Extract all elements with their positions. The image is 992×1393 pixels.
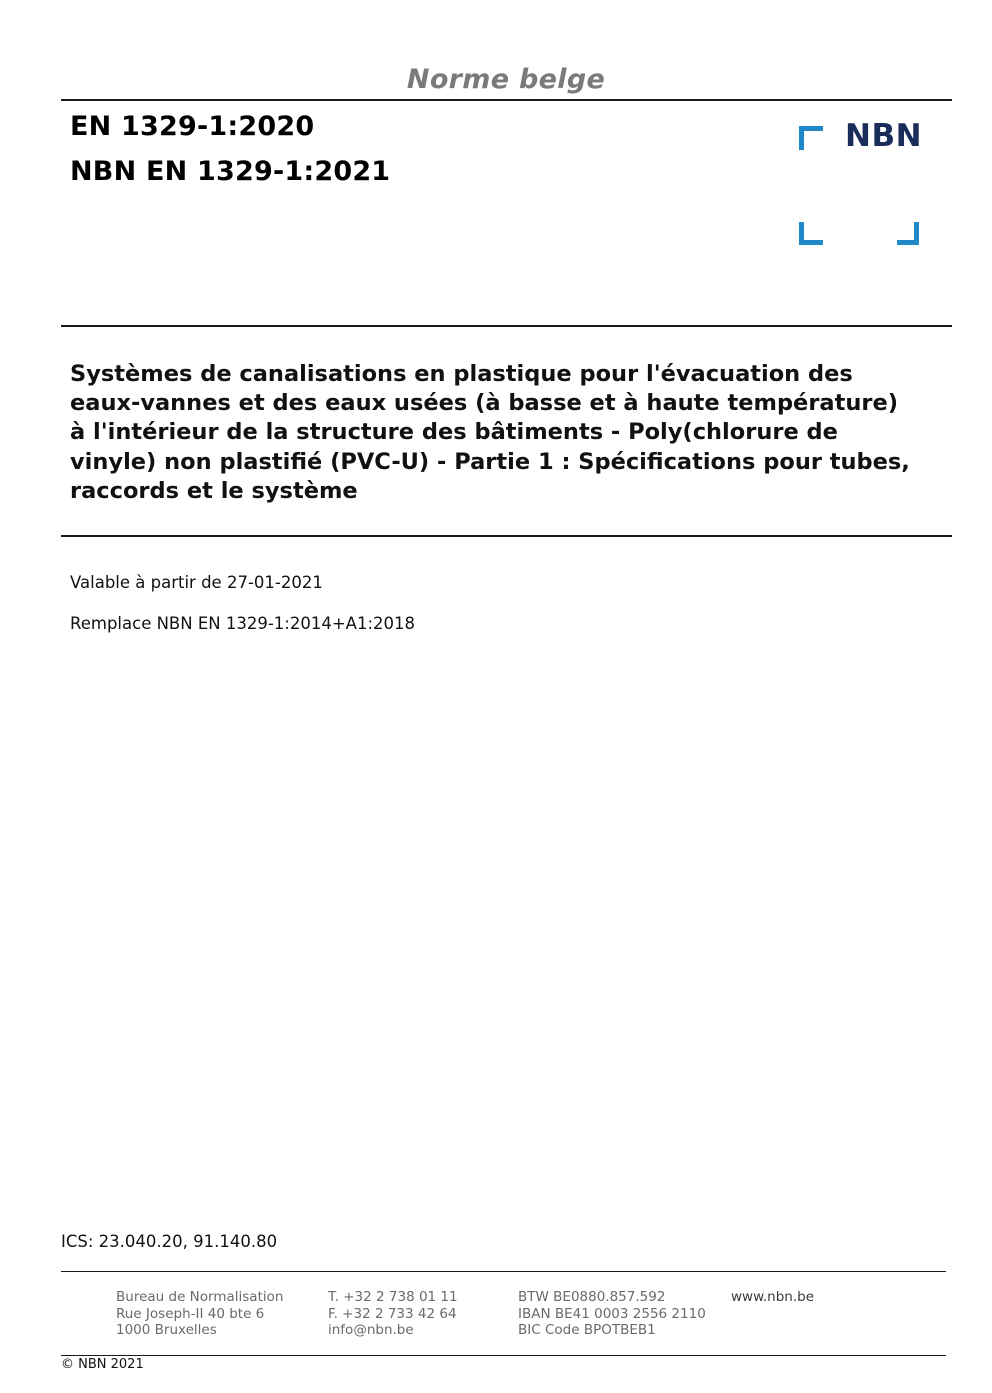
footer-bank (518, 1289, 706, 1339)
footer-top-divider (61, 1271, 946, 1272)
footer-email[interactable]: info@nbn.be (328, 1322, 414, 1338)
logo-text: NBN (845, 118, 923, 154)
footer-fax: F. +32 2 733 42 64 (328, 1305, 457, 1322)
title-line: vinyle) non plastifié (PVC-U) - Partie 1 : Spécifications pour tubes, (70, 448, 910, 475)
footer-bottom-divider (61, 1355, 946, 1356)
logo-corner-bottom-right (897, 222, 919, 245)
ics-codes: ICS: 23.040.20, 91.140.80 (61, 1232, 278, 1251)
footer-address-line: Rue Joseph-II 40 bte 6 (116, 1305, 265, 1322)
replaces: Remplace NBN EN 1329-1:2014+A1:2018 (70, 614, 416, 633)
footer-vat: BTW BE0880.857.592 (518, 1289, 666, 1305)
copyright: © NBN 2021 (61, 1357, 144, 1372)
logo-corner-bottom-left (799, 222, 823, 245)
title-line: raccords et le système (70, 477, 358, 504)
title-top-divider (61, 325, 952, 327)
footer-website[interactable] (731, 1289, 814, 1306)
title-line: à l'intérieur de la structure des bâtiments - Poly(chlorure de (70, 419, 838, 446)
header-label: Norme belge (406, 64, 606, 95)
footer-phone: T. +32 2 738 01 11 (328, 1289, 458, 1305)
nbn-standard-number: NBN EN 1329-1:2021 (70, 156, 391, 187)
en-standard-number: EN 1329-1:2020 (70, 111, 315, 142)
title-line: eaux-vannes et des eaux usées (à basse et à haute température) (70, 390, 899, 417)
valid-from: Valable à partir de 27-01-2021 (70, 573, 323, 592)
footer-address (116, 1289, 283, 1339)
title-line: Systèmes de canalisations en plastique pour l'évacuation des (70, 361, 853, 387)
footer-address-line: Bureau de Normalisation (116, 1289, 284, 1305)
footer-address-line: 1000 Bruxelles (116, 1322, 217, 1338)
footer-bic: BIC Code BPOTBEB1 (518, 1322, 656, 1338)
footer-iban: IBAN BE41 0003 2556 2110 (518, 1305, 706, 1322)
footer-website-link[interactable]: www.nbn.be (731, 1289, 815, 1305)
top-divider (61, 99, 952, 101)
title-bottom-divider (61, 535, 952, 537)
footer-contact (328, 1289, 458, 1339)
document-title (70, 360, 960, 506)
logo-corner-top-left (799, 126, 823, 150)
